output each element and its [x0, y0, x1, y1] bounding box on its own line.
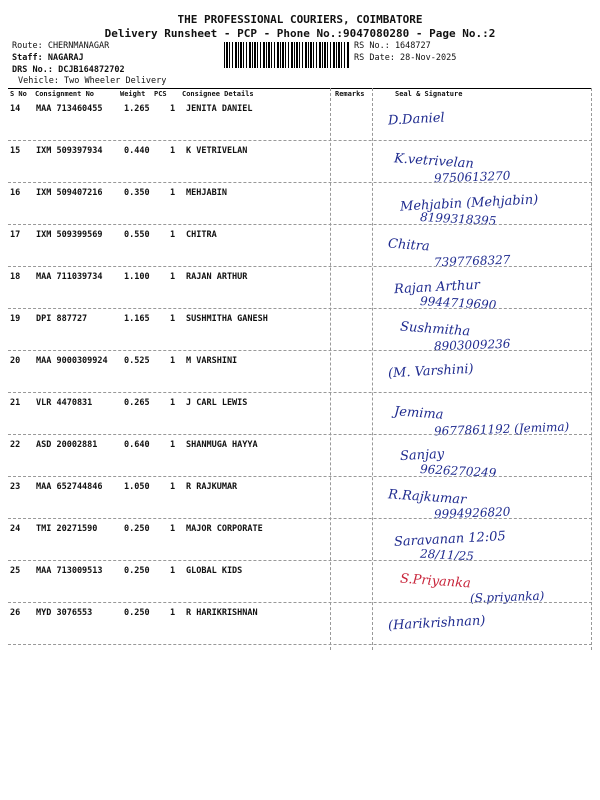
row-consignment-no: MAA 9000309924	[36, 356, 108, 366]
row-pcs: 1	[170, 356, 176, 366]
row-consignee: GLOBAL KIDS	[186, 566, 243, 576]
row-pcs: 1	[170, 188, 176, 198]
signature-handwriting: Saravanan 12:05	[393, 529, 507, 550]
row-sno: 19	[10, 314, 21, 324]
staff-value: NAGARAJ	[47, 53, 84, 63]
col-header-pcs: PCS	[154, 90, 167, 98]
row-weight: 0.640	[124, 440, 150, 450]
col-header-seal: Seal & Signature	[395, 90, 463, 98]
signature-handwriting: (Harikrishnan)	[387, 613, 486, 634]
row-divider	[8, 560, 592, 561]
row-sno: 24	[10, 524, 21, 534]
row-consignment-no: IXM 509397934	[36, 146, 103, 156]
row-consignee: JENITA DANIEL	[186, 104, 253, 114]
row-weight: 0.525	[124, 356, 150, 366]
signature-phone: (S.priyanka)	[469, 588, 545, 606]
row-pcs: 1	[170, 440, 176, 450]
row-pcs: 1	[170, 608, 176, 618]
row-divider	[8, 434, 592, 435]
staff-label: Staff:	[12, 53, 43, 63]
row-sno: 15	[10, 146, 21, 156]
row-pcs: 1	[170, 314, 176, 324]
row-divider	[8, 518, 592, 519]
row-pcs: 1	[170, 524, 176, 534]
row-weight: 0.350	[124, 188, 150, 198]
row-consignee: SUSHMITHA GANESH	[186, 314, 268, 324]
row-consignment-no: MAA 713009513	[36, 566, 103, 576]
col-header-weight: Weight	[120, 90, 146, 98]
row-consignee: M VARSHINI	[186, 356, 238, 366]
column-divider	[372, 88, 373, 650]
row-consignee: CHITRA	[186, 230, 217, 240]
row-divider	[8, 266, 592, 267]
row-sno: 21	[10, 398, 21, 408]
col-header-remarks: Remarks	[335, 90, 365, 98]
row-pcs: 1	[170, 398, 176, 408]
row-sno: 26	[10, 608, 21, 618]
row-consignment-no: IXM 509407216	[36, 188, 103, 198]
row-divider	[8, 140, 592, 141]
signature-handwriting: Mehjabin (Mehjabin)	[399, 192, 539, 215]
row-weight: 1.165	[124, 314, 150, 324]
row-sno: 18	[10, 272, 21, 282]
signature-phone: 9944719690	[419, 294, 497, 312]
signature-handwriting: (M. Varshini)	[387, 361, 474, 382]
row-pcs: 1	[170, 482, 176, 492]
barcode-image	[224, 42, 350, 68]
row-sno: 23	[10, 482, 21, 492]
signature-handwriting: Sushmitha	[399, 319, 471, 340]
row-consignment-no: MYD 3076553	[36, 608, 93, 618]
signature-handwriting: Jemima	[393, 404, 444, 423]
row-weight: 0.250	[124, 608, 150, 618]
rs-date: RS Date: 28-Nov-2025	[354, 53, 457, 63]
row-weight: 0.265	[124, 398, 150, 408]
row-consignee: MAJOR CORPORATE	[186, 524, 263, 534]
signature-handwriting: D.Daniel	[387, 110, 446, 129]
row-sno: 25	[10, 566, 21, 576]
row-pcs: 1	[170, 146, 176, 156]
company-title: THE PROFESSIONAL COURIERS, COIMBATORE	[177, 13, 423, 26]
row-sno: 17	[10, 230, 21, 240]
row-weight: 0.250	[124, 524, 150, 534]
row-consignment-no: TMI 20271590	[36, 524, 98, 534]
column-divider	[330, 88, 331, 650]
staff-info	[12, 53, 84, 64]
row-pcs: 1	[170, 272, 176, 282]
row-consignment-no: DPI 887727	[36, 314, 88, 324]
signature-phone: 8199318395	[419, 210, 497, 228]
signature-phone: 9750613270	[433, 168, 511, 186]
row-pcs: 1	[170, 230, 176, 240]
signature-handwriting: Chitra	[387, 236, 431, 255]
route-info: Route: CHERNMANAGAR	[12, 41, 110, 51]
row-divider	[8, 392, 592, 393]
row-divider	[8, 350, 592, 351]
row-consignment-no: VLR 4470831	[36, 398, 93, 408]
row-consignment-no: ASD 20002881	[36, 440, 98, 450]
drs-info	[12, 65, 125, 76]
row-divider	[8, 476, 592, 477]
row-divider	[8, 224, 592, 225]
signature-phone: 9626270249	[419, 462, 497, 480]
row-divider	[8, 602, 592, 603]
row-consignee: R RAJKUMAR	[186, 482, 238, 492]
signature-phone: 7397768327	[433, 252, 511, 270]
row-sno: 14	[10, 104, 21, 114]
drs-value: DCJB164872702	[58, 65, 125, 75]
row-consignment-no: MAA 713460455	[36, 104, 103, 114]
row-consignee: R HARIKRISHNAN	[186, 608, 258, 618]
drs-label: DRS No.:	[12, 65, 53, 75]
row-divider	[8, 182, 592, 183]
row-consignee: RAJAN ARTHUR	[186, 272, 248, 282]
row-sno: 16	[10, 188, 21, 198]
signature-handwriting: S.Priyanka	[399, 571, 472, 592]
row-consignee: J CARL LEWIS	[186, 398, 248, 408]
row-weight: 1.265	[124, 104, 150, 114]
signature-handwriting: K.vetrivelan	[393, 151, 475, 172]
row-consignee: K VETRIVELAN	[186, 146, 248, 156]
row-sno: 22	[10, 440, 21, 450]
runsheet-subtitle: Delivery Runsheet - PCP - Phone No.:9047080280 - Page No.:2	[104, 27, 496, 40]
row-divider	[8, 644, 592, 645]
row-weight: 1.050	[124, 482, 150, 492]
row-consignment-no: MAA 652744846	[36, 482, 103, 492]
row-consignee: MEHJABIN	[186, 188, 227, 198]
row-weight: 0.250	[124, 566, 150, 576]
row-pcs: 1	[170, 566, 176, 576]
row-consignment-no: IXM 509399569	[36, 230, 103, 240]
signature-phone: 9994926820	[433, 504, 511, 522]
row-divider	[8, 308, 592, 309]
col-header-consignee: Consignee Details	[182, 90, 254, 98]
row-weight: 1.100	[124, 272, 150, 282]
signature-phone: 28/11/25	[419, 546, 475, 564]
signature-handwriting: R.Rajkumar	[387, 487, 467, 508]
column-divider	[591, 88, 592, 650]
row-consignment-no: MAA 711039734	[36, 272, 103, 282]
row-consignee: SHANMUGA HAYYA	[186, 440, 258, 450]
col-header-consignment: Consignment No	[35, 90, 95, 98]
signature-phone: 9677861192 (Jemima)	[433, 419, 570, 439]
row-weight: 0.550	[124, 230, 150, 240]
signature-handwriting: Sanjay	[399, 446, 445, 465]
row-weight: 0.440	[124, 146, 150, 156]
signature-phone: 8903009236	[433, 336, 511, 354]
vehicle-info: Vehicle: Two Wheeler Delivery	[18, 76, 167, 86]
rs-number: RS No.: 1648727	[354, 41, 431, 51]
row-sno: 20	[10, 356, 21, 366]
signature-handwriting: Rajan Arthur	[393, 277, 481, 298]
col-header-sno: S No	[10, 90, 27, 98]
row-pcs: 1	[170, 104, 176, 114]
